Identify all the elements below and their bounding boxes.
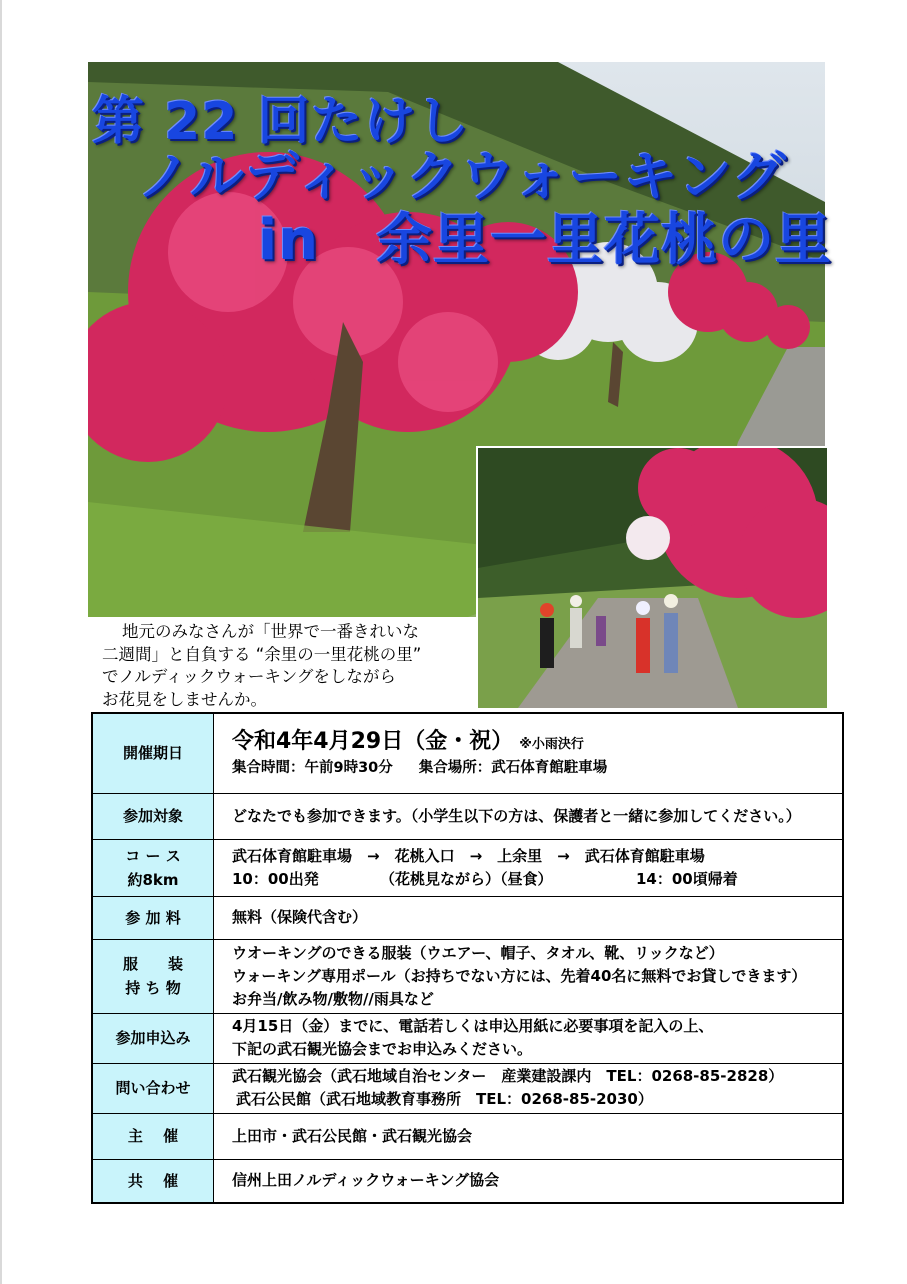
row-apply bbox=[92, 1013, 843, 1063]
intro-text bbox=[102, 621, 472, 711]
contact-line-1: 武石観光協会（武石地域自治センター 産業建設課内 TEL：0268-85-2828） bbox=[232, 1067, 784, 1085]
value-date bbox=[214, 713, 844, 793]
label-contact: 問い合わせ bbox=[92, 1063, 214, 1113]
label-date: 開催期日 bbox=[92, 713, 214, 793]
value-apply bbox=[214, 1013, 844, 1063]
intro-line-1: 地元のみなさんが「世界で一番きれいな bbox=[122, 622, 419, 641]
row-date bbox=[92, 713, 843, 793]
course-return: 14：00頃帰着 bbox=[636, 869, 738, 888]
course-distance: 約8km bbox=[127, 870, 179, 889]
label-apply: 参加申込み bbox=[92, 1013, 214, 1063]
meeting-time: 集合時間：午前9時30分 bbox=[232, 759, 393, 776]
inset-photo-walkers bbox=[476, 446, 829, 710]
apply-line-2: 下記の武石観光協会までお申込みください。 bbox=[232, 1040, 533, 1058]
label-cohost: 共 催 bbox=[92, 1159, 214, 1203]
course-mid: （花桃見ながら）（昼食） bbox=[380, 869, 553, 888]
title-line-2: ノルディックウォーキング bbox=[137, 145, 787, 208]
dress-line-3: お弁当/飲み物/敷物//雨具など bbox=[232, 989, 434, 1008]
contact-line-2: 武石公民館（武石地域教育事務所 TEL：0268-85-2030） bbox=[236, 1090, 653, 1108]
value-host: 上田市・武石公民館・武石観光協会 bbox=[214, 1113, 844, 1159]
title-line-1: 第 22 回たけし bbox=[92, 92, 470, 152]
dress-label-1: 服 装 bbox=[122, 955, 183, 973]
label-host: 主 催 bbox=[92, 1113, 214, 1159]
row-cohost bbox=[92, 1159, 843, 1203]
meeting-place: 集合場所：武石体育館駐車場 bbox=[418, 759, 608, 776]
title-line-3: in 余里一里花桃の里 bbox=[258, 208, 833, 273]
row-fee bbox=[92, 896, 843, 939]
label-target: 参加対象 bbox=[92, 793, 214, 839]
value-dress bbox=[214, 939, 844, 1013]
dress-line-1: ウオーキングのできる服装（ウエアー、帽子、タオル、靴、リックなど） bbox=[232, 943, 724, 962]
value-cohost: 信州上田ノルディックウォーキング協会 bbox=[214, 1159, 844, 1203]
row-contact bbox=[92, 1063, 843, 1113]
event-info-table bbox=[91, 712, 844, 1204]
row-dress bbox=[92, 939, 843, 1013]
dress-label-2: 持 ち 物 bbox=[125, 979, 181, 997]
value-contact bbox=[214, 1063, 844, 1113]
course-depart: 10：00出発 bbox=[232, 869, 319, 888]
label-course bbox=[92, 839, 214, 896]
value-target: どなたでも参加できます。（小学生以下の方は、保護者と一緒に参加してください。） bbox=[214, 793, 844, 839]
intro-line-2: 二週間」と自負する “余里の一里花桃の里” bbox=[102, 644, 422, 664]
row-target bbox=[92, 793, 843, 839]
row-course bbox=[92, 839, 843, 896]
value-fee: 無料（保険代含む） bbox=[214, 896, 844, 939]
event-date: 令和4年4月29日（金・祝） bbox=[232, 728, 514, 754]
course-route: 武石体育館駐車場 → 花桃入口 → 上余里 → 武石体育館駐車場 bbox=[232, 846, 705, 865]
row-host bbox=[92, 1113, 843, 1159]
intro-line-4: お花見をしませんか。 bbox=[102, 689, 267, 709]
label-dress bbox=[92, 939, 214, 1013]
page-edge bbox=[0, 0, 2, 1284]
apply-line-1: 4月15日（金）までに、電話若しくは申込用紙に必要事項を記入の上、 bbox=[232, 1017, 714, 1035]
rain-note: ※小雨決行 bbox=[519, 736, 584, 752]
intro-line-3: でノルディックウォーキングをしながら bbox=[102, 667, 396, 686]
course-label: コ ー ス bbox=[125, 846, 181, 865]
value-course bbox=[214, 839, 844, 896]
label-fee: 参 加 料 bbox=[92, 896, 214, 939]
dress-line-2: ウォーキング専用ポール（お持ちでない方には、先着40名に無料でお貸しできます） bbox=[232, 966, 807, 985]
